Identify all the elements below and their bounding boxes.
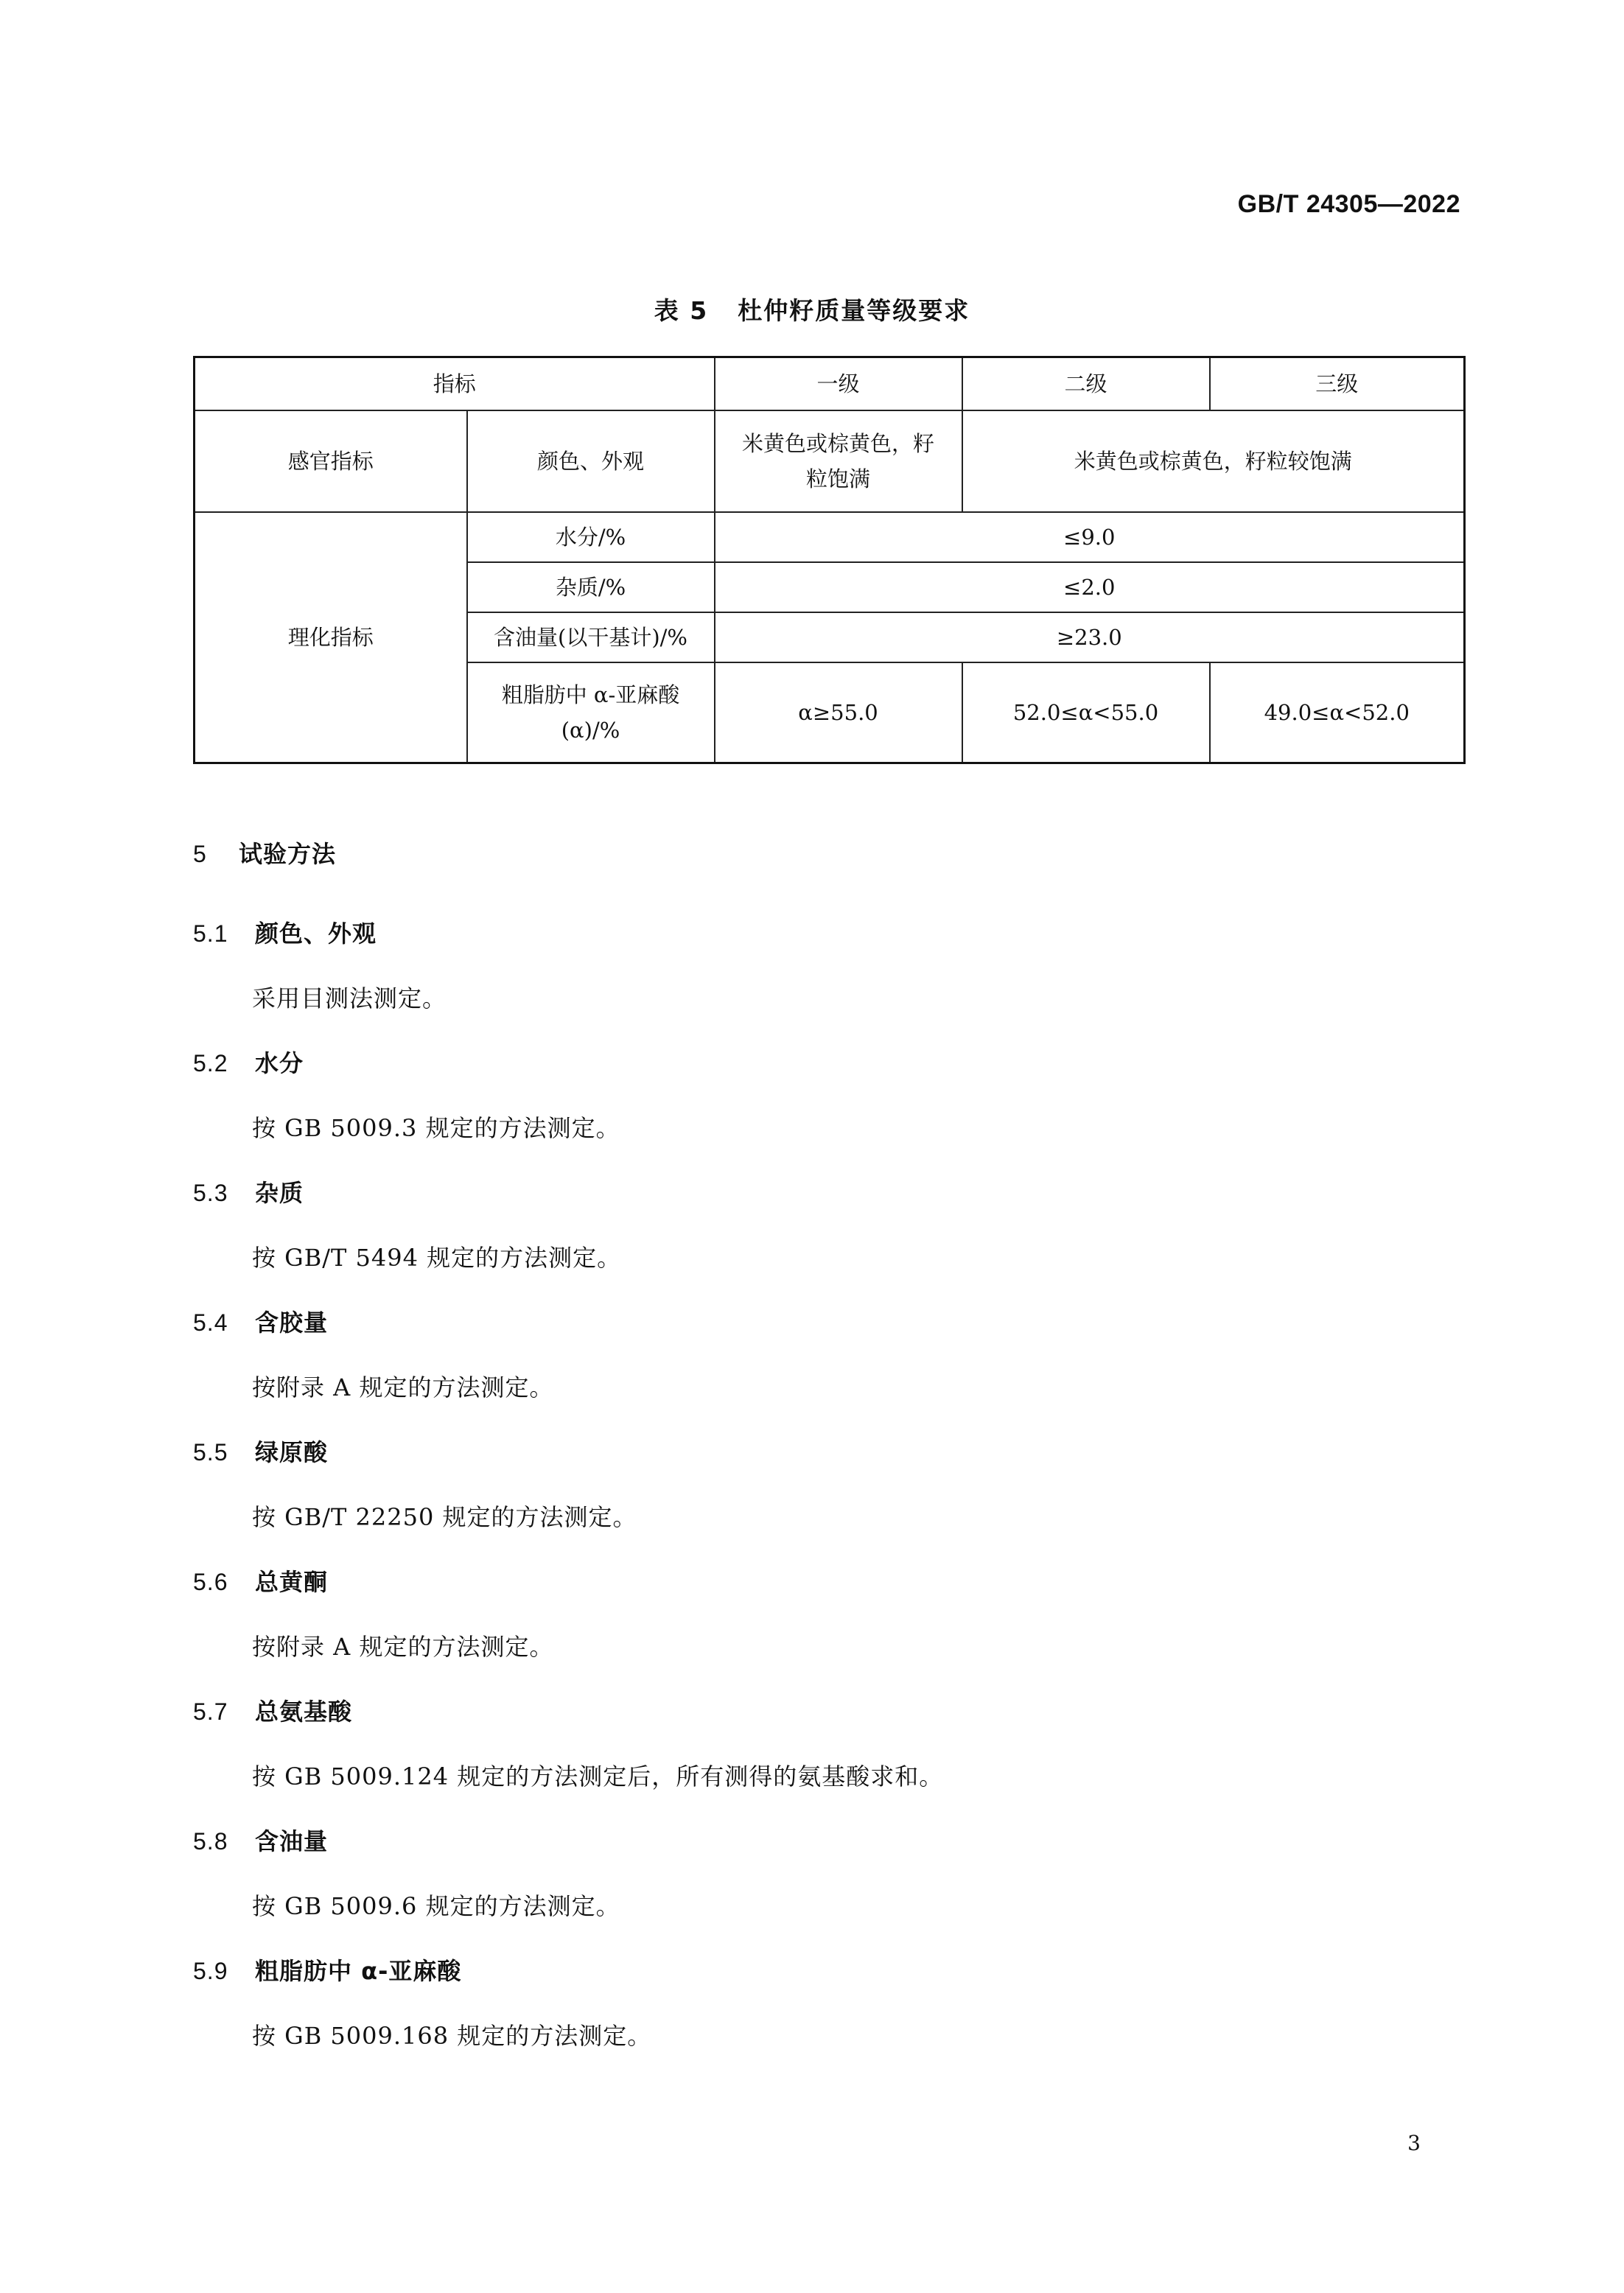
section-heading: 5.7 总氨基酸 xyxy=(193,1698,353,1726)
section-text: 按 GB/T 22250 规定的方法测定。 xyxy=(252,1503,637,1531)
item-cell: 含油量(以干基计)/% xyxy=(467,612,715,662)
table-row-sensory xyxy=(195,410,1465,512)
header-grade2: 二级 xyxy=(962,357,1210,411)
item-cell: 杂质/% xyxy=(467,562,715,612)
section-heading: 5.6 总黄酮 xyxy=(193,1568,329,1596)
section-heading: 5.3 杂质 xyxy=(193,1179,304,1207)
section-heading: 5.8 含油量 xyxy=(193,1827,329,1855)
section-heading: 5.4 含胶量 xyxy=(193,1309,329,1337)
table-header-row xyxy=(195,357,1465,411)
physchem-group-cell: 理化指标 xyxy=(195,512,467,763)
alpha-item-cell: 粗脂肪中 α-亚麻酸(α)/% xyxy=(467,662,715,763)
header-grade1: 一级 xyxy=(715,357,962,411)
value-cell: ≥23.0 xyxy=(715,612,1465,662)
section-text: 按 GB/T 5494 规定的方法测定。 xyxy=(252,1244,622,1272)
section-text: 按附录 A 规定的方法测定。 xyxy=(252,1373,554,1401)
section-text: 按附录 A 规定的方法测定。 xyxy=(252,1633,554,1661)
section-heading: 5.9 粗脂肪中 α-亚麻酸 xyxy=(193,1957,462,1985)
section-text: 采用目测法测定。 xyxy=(252,984,447,1012)
alpha-grade3-cell: 49.0≤α<52.0 xyxy=(1210,662,1465,763)
table-caption xyxy=(0,292,1624,326)
table-caption-number: 表 5 xyxy=(654,296,709,325)
value-cell: ≤2.0 xyxy=(715,562,1465,612)
table-row-moisture xyxy=(195,512,1465,562)
sensory-group-cell: 感官指标 xyxy=(195,410,467,512)
section-heading: 5.5 绿原酸 xyxy=(193,1438,329,1466)
section-text: 按 GB 5009.168 规定的方法测定。 xyxy=(252,2022,652,2050)
section-text: 按 GB 5009.6 规定的方法测定。 xyxy=(252,1892,620,1920)
sensory-grade23-cell: 米黄色或棕黄色，籽粒较饱满 xyxy=(962,410,1465,512)
quality-grade-table xyxy=(193,356,1466,764)
alpha-grade2-cell: 52.0≤α<55.0 xyxy=(962,662,1210,763)
sensory-item-cell: 颜色、外观 xyxy=(467,410,715,512)
section-heading: 5.2 水分 xyxy=(193,1049,304,1077)
item-cell: 水分/% xyxy=(467,512,715,562)
page-number: 3 xyxy=(1407,2131,1421,2155)
header-indicator: 指标 xyxy=(195,357,715,411)
section-text: 按 GB 5009.3 规定的方法测定。 xyxy=(252,1114,620,1142)
standard-code: GB/T 24305—2022 xyxy=(1237,190,1460,218)
value-cell: ≤9.0 xyxy=(715,512,1465,562)
sensory-grade1-cell: 米黄色或棕黄色，籽粒饱满 xyxy=(715,410,962,512)
table-caption-title: 杜仲籽质量等级要求 xyxy=(738,296,970,325)
section-heading: 5.1 颜色、外观 xyxy=(193,920,377,948)
header-grade3: 三级 xyxy=(1210,357,1465,411)
section-heading: 5 试验方法 xyxy=(193,840,337,868)
section-text: 按 GB 5009.124 规定的方法测定后，所有测得的氨基酸求和。 xyxy=(252,1762,944,1790)
alpha-grade1-cell: α≥55.0 xyxy=(715,662,962,763)
